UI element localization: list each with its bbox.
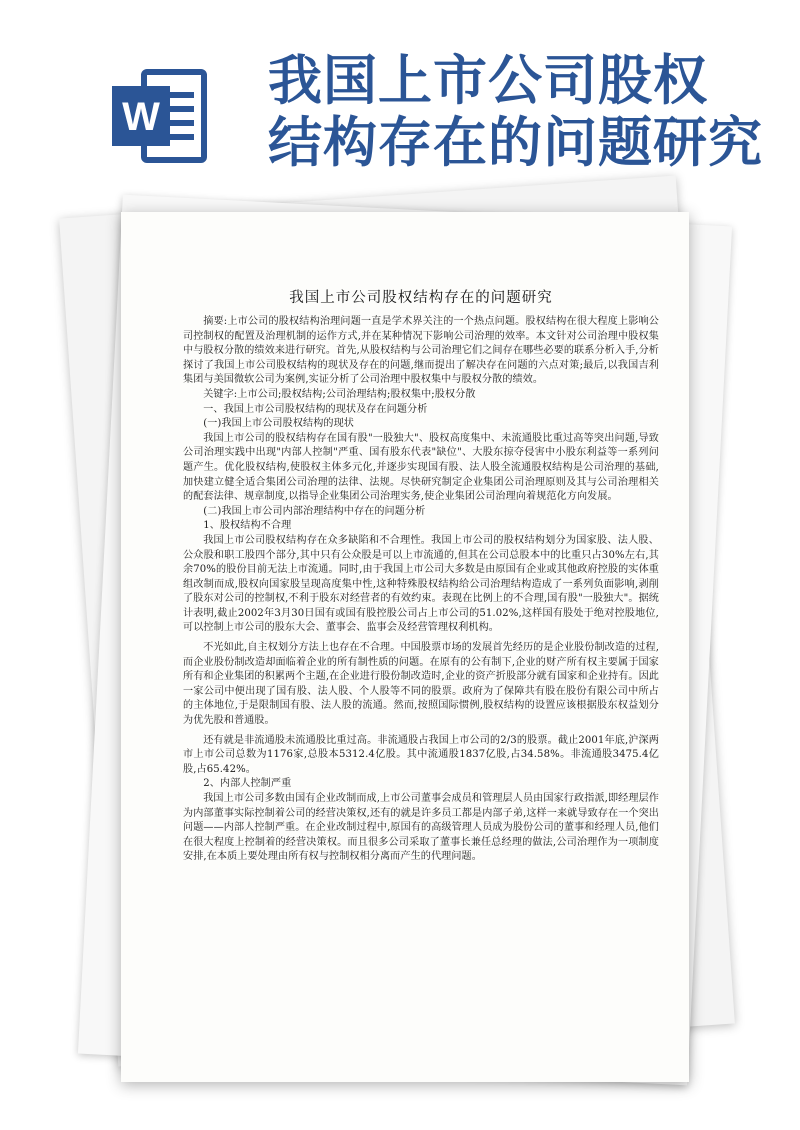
body-paragraph: 还有就是非流通股未流通股比重过高。非流通股占我国上市公司的2/3的股票。截止2001年底,沪深两市上市公司总数为1176家,总股本5312.4亿股。其中流通股1837亿股,占34.58%。非流通股3475.4亿股,占65.42%。 [183, 734, 659, 775]
numbered-heading: 1、股权结构不合理 [203, 520, 292, 532]
svg-text:W: W [122, 95, 160, 139]
body-paragraph: 我国上市公司的股权结构存在国有股"一股独大"、股权高度集中、未流通股比重过高等突出问题,导致公司治理实践中出现"内部人控制"严重、国有股东代表"缺位"、大股东掠夺侵害中小股东利益等一系列问题产生。优化股权结构,使股权主体多元化,并逐步实现国有股、法人股全流通股权结构是公司治理的基础,加快建立健全适合集团公司治理的法律、法规。尽快研究制定企业集团公司治理原则及其与公司治理相关的配套法律、规章制度,以指导企业集团公司治理实务,使企业集团公司治理向着规范化方向发展。 [183, 432, 659, 503]
banner-title-line2: 结构存在的问题研究 [268, 111, 763, 174]
numbered-heading: 2、内部人控制严重 [203, 778, 292, 790]
banner-title-line1: 我国上市公司股权 [268, 49, 708, 112]
header-banner [0, 0, 800, 205]
section-heading: 一、我国上市公司股权结构的现状及存在问题分析 [203, 403, 428, 415]
word-doc-icon [108, 64, 212, 168]
body-paragraph: 不光如此,自主权划分方法上也存在不合理。中国股票市场的发展首先经历的是企业股份制改造的过程,而企业股份制改造却面临着企业的所有制性质的问题。在原有的公有制下,企业的财产所有权主要属于国家所有和企业集团的积累两个主题,在企业进行股份制改造时,企业的资产折股部分就有国家和企业持有。因此一家公司中便出现了国有股、法人股、个人股等不同的股票。政府为了保障共有股在股份有限公司中所占的主体地位,于是限制国有股、法人股的流通。然而,按照国际惯例,股权结构的设置应该根据股东权益划分为优先股和普通股。 [183, 642, 659, 727]
body-paragraph: 我国上市公司多数由国有企业改制而成,上市公司董事会成员和管理层人员由国家行政指派,即经理层作为内部董事实际控制着公司的经营决策权,还有的就是许多员工都是内部子弟,这样一来就导致存在一个突出问题——内部人控制严重。在企业改制过程中,原国有的高级管理人员成为股份公司的董事和经理人员,他们在很大程度上控制着的经营决策权。而且很多公司采取了董事长兼任总经理的做法,公司治理作为一项制度安排,在本质上要处理由所有权与控制权相分离而产生的代理问题。 [183, 793, 659, 863]
subsection-heading: (二)我国上市公司内部治理结构中存在的问题分析 [203, 505, 426, 517]
document-title: 我国上市公司股权结构存在的问题研究 [289, 290, 553, 306]
document-page [121, 212, 689, 1082]
subsection-heading: (一)我国上市公司股权结构的现状 [203, 418, 354, 430]
abstract-paragraph: 摘要:上市公司的股权结构治理问题一直是学术界关注的一个热点问题。股权结构在很大程度上影响公司控制权的配置及治理机制的运作方式,并在某种情况下影响公司治理的效率。本文针对公司治理中股权集中与股权分散的绩效来进行研究。首先,从股权结构与公司治理它们之间存在哪些必要的联系分析入手,分析探讨了我国上市公司股权结构的现状及存在的问题,继而提出了解决存在问题的六点对策;最后,以我国吉利集团与美国微软公司为案例,实证分析了公司治理中股权集中与股权分散的绩效。 [183, 316, 659, 386]
keywords-line: 关键字:上市公司;股权结构;公司治理结构;股权集中;股权分散 [203, 388, 476, 400]
body-paragraph: 我国上市公司股权结构存在众多缺陷和不合理性。我国上市公司的股权结构划分为国家股、法人股、公众股和职工股四个部分,其中只有公众股是可以上市流通的,但其在公司总股本中的比重只占30%左右,其余70%的股份目前无法上市流通。同时,由于我国上市公司大多数是由原国有企业或其他政府控股的实体重组改制而成,股权向国家股呈现高度集中性,这种特殊股权结构给公司治理结构造成了一系列负面影响,剥削了股东对公司的控制权,不利于股东对经营者的有效约束。表现在比例上的不合理,国有股"一股独大"。据统计表明,截止2002年3月30日国有或国有股控股公司占上市公司的51.02%,这样国有股处于绝对控股地位,可以控制上市公司的股东大会、董事会、监事会及经营管理权利机构。 [183, 534, 659, 634]
banner-title [268, 50, 788, 174]
document-body [183, 315, 659, 865]
